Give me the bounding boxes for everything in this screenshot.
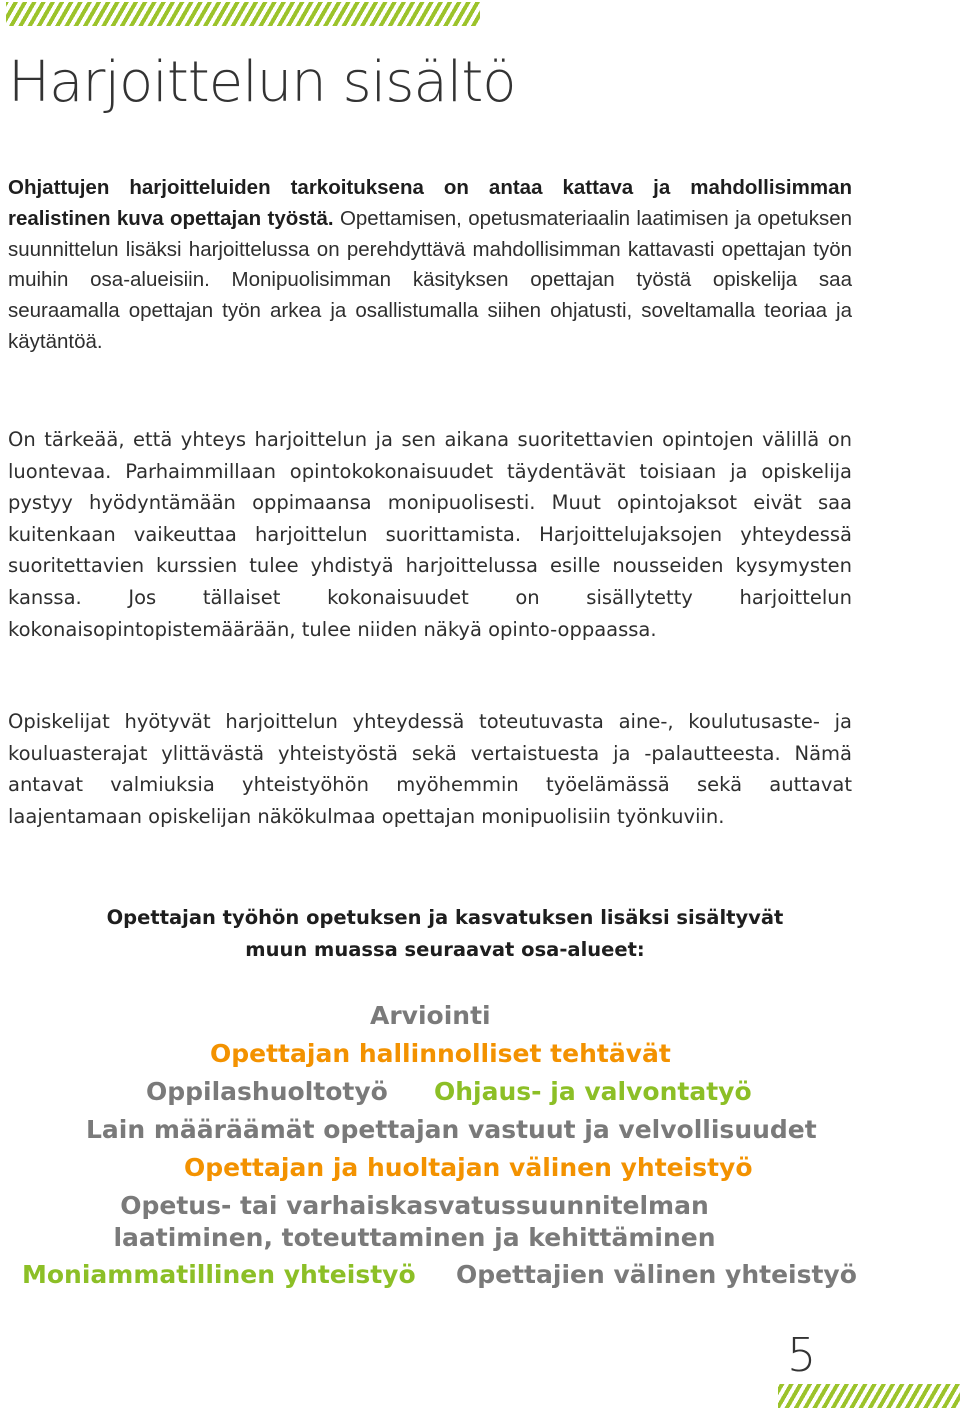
intro-paragraph-text: Opettamisen, opetusmateriaalin laatimisen ja opetuksen suunnittelun lisäksi harjoittelussa on perehdyttävä mahdollisimman kattavasti opettajan työn muihin osa-alueisiin. Monipuolisimman käsityksen opettajan työstä opiskelija saa seuraamalla opettajan työn arkea ja osallistumalla siihen ohjatusti, soveltamalla teoriaa ja käytäntöä. [8, 206, 853, 353]
decorative-stripes-bottom [778, 1384, 960, 1408]
area-opetussuunnitelma-line-2: laatiminen, toteuttaminen ja kehittäminen [113, 1223, 716, 1252]
area-opettajien-valinen-yhteistyo: Opettajien välinen yhteistyö [456, 1260, 857, 1289]
area-ohjaus-valvontatyo: Ohjaus- ja valvontatyö [434, 1077, 752, 1106]
areas-heading-line-2: muun muassa seuraavat osa-alueet: [245, 938, 645, 961]
intro-lead-sentence: Ohjattujen harjoitteluiden tarkoituksena on antaa kattava ja mahdollisimman realistinen kuva opettajan työstä. [8, 176, 852, 230]
areas-heading [0, 902, 890, 966]
area-huoltaja-yhteistyo: Opettajan ja huoltajan välinen yhteistyö [184, 1153, 753, 1182]
areas-heading-line-1: Opettajan työhön opetuksen ja kasvatuksen lisäksi sisältyvät [106, 906, 784, 929]
area-hallinnolliset-tehtavat: Opettajan hallinnolliset tehtävät [210, 1039, 671, 1068]
body-paragraph-2: On tärkeää, että yhteys harjoittelun ja sen aikana suoritettavien opintojen välillä on luontevaa. Parhaimmillaan opintokokonaisuudet täydentävät toisiaan ja opiskelija pystyy hyödyntämään oppimaansa monipuolisesti. Muut opintojaksot eivät saa kuitenkaan vaikeuttaa harjoittelun suorittamista. Harjoittelujaksojen yhteydessä suoritettavien kurssien tulee yhdistyä harjoittelussa esille nousseiden kysymysten kanssa. Jos tällaiset kokonaisuudet on sisällytetty harjoittelun kokonaisopintopistemäärään, tulee niiden näkyä opinto-oppaassa. [8, 428, 852, 641]
intro-paragraph [8, 173, 852, 358]
area-oppilashuoltotyo: Oppilashuoltotyö [146, 1077, 388, 1106]
body-paragraph-3: Opiskelijat hyötyvät harjoittelun yhteydessä toteutuvasta aine-, koulutusaste- ja kouluasterajat ylittävästä yhteistyöstä sekä vertaistuesta ja -palautteesta. Nämä antavat valmiuksia yhteistyöhön myöhemmin työelämässä sekä auttavat laajentamaan opiskelijan näkökulmaa opettajan monipuolisiin työnkuviin. [8, 710, 852, 828]
area-opetussuunnitelma-line-1: Opetus- tai varhaiskasvatussuunnitelman [120, 1191, 709, 1220]
page-title: Harjoittelun sisältö [8, 50, 516, 115]
area-moniammatillinen-yhteistyo: Moniammatillinen yhteistyö [22, 1260, 416, 1289]
page-number: 5 [787, 1328, 817, 1382]
area-arviointi: Arviointi [370, 1001, 491, 1030]
decorative-stripes-top [6, 2, 480, 26]
area-lain-vastuut: Lain määräämät opettajan vastuut ja velvollisuudet [86, 1115, 817, 1144]
area-opetussuunnitelma [92, 1190, 737, 1254]
